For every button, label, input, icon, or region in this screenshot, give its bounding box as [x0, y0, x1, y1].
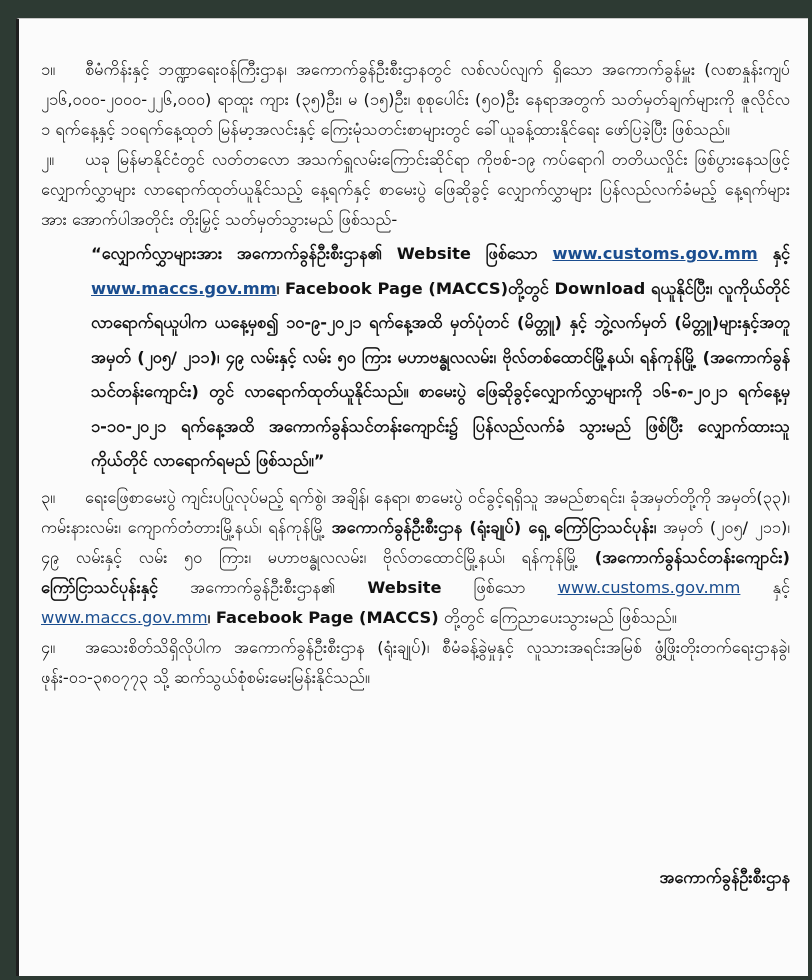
- paragraph-number: ၃။: [41, 487, 56, 507]
- paragraph-2: [41, 145, 790, 235]
- paragraph-number: ၁။: [41, 60, 56, 79]
- maccs-website-link[interactable]: www.maccs.gov.mm: [91, 278, 277, 298]
- notice-page: [16, 18, 808, 976]
- paragraph-number: ၄။: [41, 637, 56, 657]
- paragraph-text: တို့တွင် ကြေညာပေးသွားမည် ဖြစ်သည်။: [443, 607, 677, 627]
- paragraph-text: စီမံကိန်းနှင့် ဘဏ္ဍာရေးဝန်ကြီးဌာန၊ အကောက်ခွန်ဦးစီးဌာနတွင် လစ်လပ်လျက် ရှိသော အကောက်ခွန်မှူး (လစာနှုန်းကျပ် ၂၁၆,၀၀၀-၂၀၀၀-၂၂၆,၀၀၀) ရာထူး ကျား (၃၅)ဦး၊ မ (၁၅)ဦး၊ စုစုပေါင်း (၅၀)ဦး နေရာအတွက် သတ်မှတ်ချက်များကို ဇူလိုင်လ ၁ ရက်နေ့နှင့် ၁၀ရက်နေ့ထုတ် မြန်မာ့အလင်းနှင့် ကြေးမုံသတင်းစာများတွင် ခေါ်ယူခန့်ထားနိုင်ရေး ဖော်ပြခဲ့ပြီး ဖြစ်သည်။: [41, 60, 790, 139]
- paragraph-text: အကောက်ခွန်ဦးစီးဌာန၏: [190, 577, 336, 597]
- customs-website-link[interactable]: www.customs.gov.mm: [552, 244, 758, 263]
- paragraph-1: [41, 55, 790, 145]
- paragraph-bold-text: Website: [367, 577, 442, 597]
- paragraph-text: အသေးစိတ်သိရှိလိုပါက အကောက်ခွန်ဦးစီးဌာန (ရုံးချုပ်)၊ စီမံခန့်ခွဲမှုနှင့် လူသားအရင်းအမြစ် ဖွံ့ဖြိုးတိုးတက်ရေးဌာနခွဲ၊ ဖုန်း-၀၁-၃၈၀၇၇၃ သို့ ဆက်သွယ်စုံစမ်းမေးမြန်းနိုင်သည်။: [41, 637, 790, 687]
- paragraph-number: ၂။: [41, 150, 54, 169]
- paragraph-bold-text: အကောက်ခွန်ဦးစီးဌာန (ရုံးချုပ်) ရှေ့ ကြော်ငြာသင်ပုန်း၊: [331, 517, 657, 537]
- quote-text: ၊ Facebook Page (MACCS)တို့တွင် Download ရယူနိုင်ပြီး၊ လူကိုယ်တိုင် လာရောက်ရယူပါက ယနေ့မှစ၍ ၁၀-၉-၂၀၂၁ ရက်နေ့အထိ မှတ်ပုံတင် (မိတ္တူ) နှင့် ဘွဲ့လက်မှတ် (မိတ္တူ)များနှင့်အတူ အမှတ် (၂၀၅/ ၂၁၁)၊ ၄၉ လမ်းနှင့် လမ်း ၅၀ ကြား မဟာဗန္ဓုလလမ်း၊ ဗိုလ်တစ်ထောင်မြို့နယ်၊ ရန်ကုန်မြို့ (အကောက်ခွန်သင်တန်းကျောင်း) တွင် လာရောက်ထုတ်ယူနိုင်သည်။ စာမေးပွဲ ဖြေဆိုခွင့်လျှောက်လွှာများကို ၁၆-၈-၂၀၂၁ ရက်နေ့မှ ၁-၁၀-၂၀၂၁ ရက်နေ့အထိ အကောက်ခွန်သင်တန်းကျောင်း၌ ပြန်လည်လက်ခံ သွားမည် ဖြစ်ပြီး လျှောက်ထားသူကိုယ်တိုင် လာရောက်ရမည် ဖြစ်သည်။”: [91, 278, 790, 470]
- paragraph-text: ဖြစ်သော: [473, 577, 526, 597]
- paragraph-3: [41, 483, 790, 633]
- quoted-announcement: [41, 237, 790, 479]
- paragraph-text: နှင့်: [772, 577, 790, 597]
- paragraph-4: [41, 633, 790, 693]
- notice-body: [41, 55, 790, 693]
- customs-website-link[interactable]: www.customs.gov.mm: [557, 577, 741, 597]
- paragraph-text: အမှတ် (၂၀၅/ ၂၁၁)၊ ၄၉ လမ်းနှင့် လမ်း ၅၀ ကြား၊ မဟာဗန္ဓုလလမ်း၊ ဗိုလ်တထောင်မြို့နယ်၊ ရန်ကုန်မြို့: [41, 517, 790, 567]
- quote-text: နှင့်: [772, 244, 791, 263]
- paragraph-bold-text: ၊ Facebook Page (MACCS): [207, 607, 439, 627]
- paragraph-text: ယခု မြန်မာနိုင်ငံတွင် လတ်တလော အသက်ရှူလမ်းကြောင်းဆိုင်ရာ ကိုဗစ်-၁၉ ကပ်ရောဂါ တတိယလှိုင်း ဖြစ်ပွားနေသဖြင့် လျှောက်လွှာများ လာရောက်ထုတ်ယူနိုင်သည့် နေ့ရက်နှင့် စာမေးပွဲ ဖြေဆိုခွင့် လျှောက်လွှာများ ပြန်လည်လက်ခံမည့် နေ့ရက်များအား အောက်ပါအတိုင်း တိုးမြှင့် သတ်မှတ်သွားမည် ဖြစ်သည်-: [41, 150, 790, 229]
- paragraph-text: ရေးဖြေစာမေးပွဲ ကျင်းပပြုလုပ်မည့် ရက်စွဲ၊ အချိန်၊ နေရာ၊ စာမေးပွဲ ဝင်ခွင့်ရရှိသူ အမည်စာရင်း၊ ခုံအမှတ်တို့ကို အမှတ်(၃၃)၊ ကမ်းနားလမ်း၊ ကျောက်တံတားမြို့နယ်၊ ရန်ကုန်မြို့: [41, 487, 790, 537]
- quote-text: “လျှောက်လွှာများအား အကောက်ခွန်ဦးစီးဌာန၏ Website ဖြစ်သော: [91, 244, 538, 263]
- signature-department: အကောက်ခွန်ဦးစီးဌာန: [659, 868, 790, 887]
- paragraph-bold-text: (အကောက်ခွန်သင်တန်းကျောင်း) ကြော်ငြာသင်ပုန်းနှင့်: [41, 547, 790, 597]
- maccs-website-link[interactable]: www.maccs.gov.mm: [41, 607, 208, 627]
